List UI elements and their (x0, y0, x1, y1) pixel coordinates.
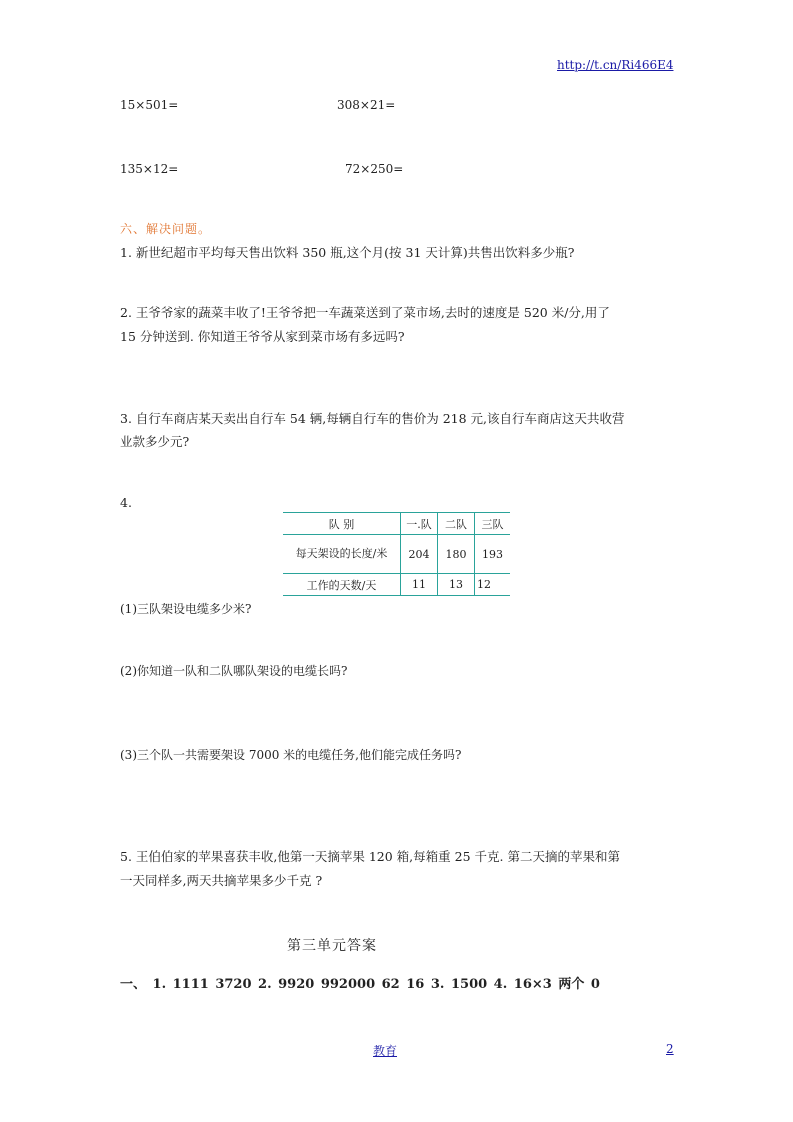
table-row (283, 535, 510, 574)
table-header-team-2: 二队 (438, 513, 475, 535)
table-cell: 204 (401, 535, 438, 574)
question-4-label: 4. (120, 495, 132, 510)
table-header-team-1: 一.队 (401, 513, 438, 535)
table-cell: 180 (438, 535, 475, 574)
section-title: 六、解决问题。 (120, 222, 212, 236)
calc-72x250: 72×250= (345, 162, 404, 176)
question-1: 1. 新世纪超市平均每天售出饮料 350 瓶,这个月(按 31 天计算)共售出饮料多少瓶? (120, 245, 575, 260)
question-3-line-1: 3. 自行车商店某天卖出自行车 54 辆,每辆自行车的售价为 218 元,该自行车商店这天共收营 (120, 411, 625, 426)
table-cell: 12 (475, 574, 511, 596)
table-row-label: 每天架设的长度/米 (283, 535, 401, 574)
question-5-line-1: 5. 王伯伯家的苹果喜获丰收,他第一天摘苹果 120 箱,每箱重 25 千克. 第二天摘的苹果和第 (120, 849, 620, 864)
table-header-team-3: 三队 (475, 513, 511, 535)
calc-308x21: 308×21= (337, 98, 396, 112)
question-4-sub-1: (1)三队架设电缆多少米? (120, 602, 252, 616)
calc-135x12: 135×12= (120, 162, 179, 176)
answer-line-1: 一、 1. 1111 3720 2. 9920 992000 62 16 3. 1500 4. 16×3 两个 0 (120, 977, 600, 992)
question-2-line-2: 15 分钟送到. 你知道王爷爷从家到菜市场有多远吗? (120, 329, 405, 344)
table-cell: 193 (475, 535, 511, 574)
calc-15x501: 15×501= (120, 98, 179, 112)
header-link[interactable]: http://t.cn/Ri466E4 (557, 58, 674, 72)
table-row (283, 574, 510, 596)
question-4-sub-3: (3)三个队一共需要架设 7000 米的电缆任务,他们能完成任务吗? (120, 748, 462, 762)
answer-title: 第三单元答案 (287, 938, 377, 954)
page-number[interactable]: 2 (666, 1042, 674, 1056)
table-header-team: 队 别 (283, 513, 401, 535)
question-2-line-1: 2. 王爷爷家的蔬菜丰收了!王爷爷把一车蔬菜送到了菜市场,去时的速度是 520 米/分,用了 (120, 305, 610, 320)
question-4-sub-2: (2)你知道一队和二队哪队架设的电缆长吗? (120, 664, 348, 678)
table-header-row (283, 513, 510, 535)
table-cell: 11 (401, 574, 438, 596)
cable-table (283, 512, 510, 596)
table-cell: 13 (438, 574, 475, 596)
question-5-line-2: 一天同样多,两天共摘苹果多少千克 ? (120, 873, 323, 888)
footer-link[interactable]: 教育 (373, 1044, 398, 1058)
table-row-label: 工作的天数/天 (283, 574, 401, 596)
question-3-line-2: 业款多少元? (120, 434, 190, 449)
